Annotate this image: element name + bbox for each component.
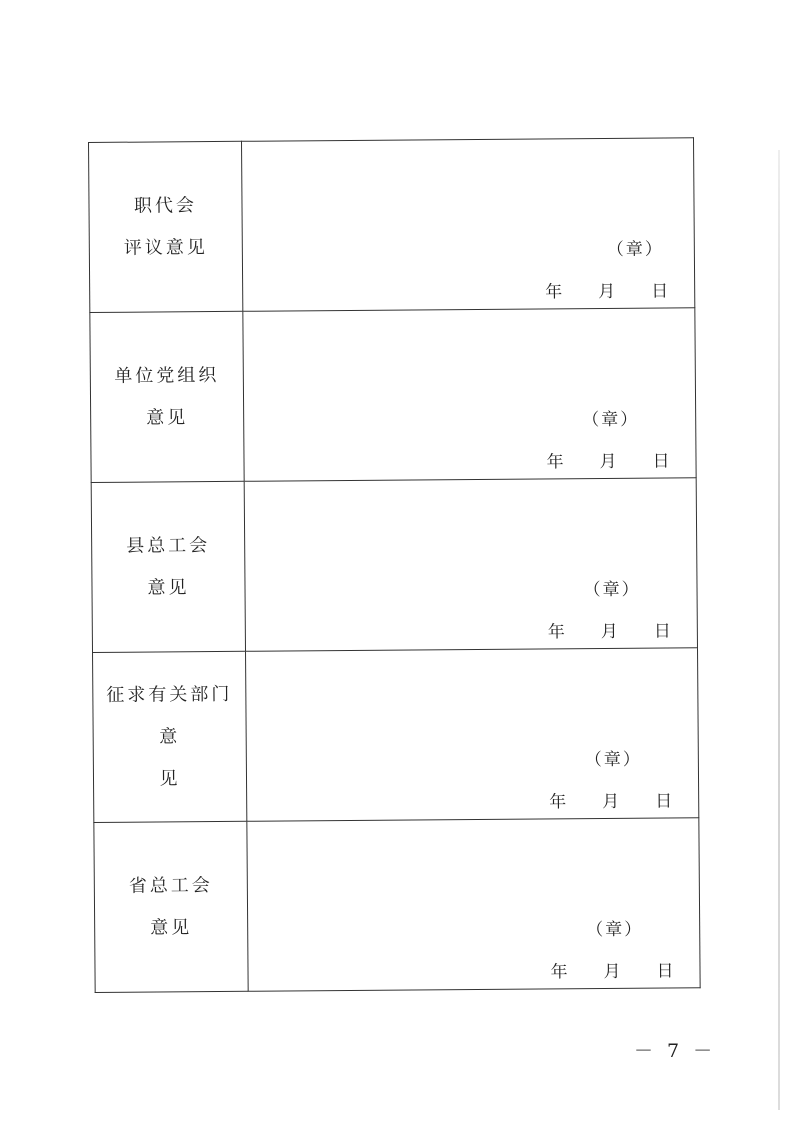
date-month: 月 [598, 281, 616, 302]
opinion-table [88, 137, 701, 993]
date-line [549, 786, 672, 812]
opinion-input-area[interactable] [247, 818, 700, 992]
date-line [546, 446, 669, 472]
row-label-line: 意见 [150, 916, 193, 939]
date-month: 月 [600, 621, 618, 642]
row-label [90, 312, 243, 482]
seal-placeholder: （章） [584, 749, 642, 771]
row-label-line: 单位党组织 [114, 364, 220, 387]
table-row-provincial-union [94, 818, 700, 993]
row-label-cell [94, 821, 248, 992]
date-year: 年 [545, 282, 563, 303]
row-label-cell [89, 141, 243, 312]
scan-edge-shadow [778, 150, 780, 1110]
date-day: 日 [653, 621, 671, 642]
row-label-line: 见 [159, 767, 181, 789]
seal-placeholder: （章） [583, 579, 641, 601]
table-row-county-union [91, 478, 697, 653]
row-label-line: 职代会 [133, 194, 198, 217]
opinion-input-area[interactable] [243, 308, 696, 482]
table-row-party-organization [90, 308, 696, 483]
date-year: 年 [549, 792, 567, 813]
date-month: 月 [602, 791, 620, 812]
opinion-input-area[interactable] [241, 138, 694, 312]
seal-placeholder: （章） [606, 239, 664, 260]
seal-placeholder: （章） [586, 919, 644, 941]
row-label [94, 822, 247, 992]
row-label [93, 652, 246, 822]
table-row-related-departments [93, 648, 699, 823]
opinion-input-area[interactable] [246, 648, 699, 822]
row-label-line: 征求有关部门意 [106, 683, 233, 747]
date-year: 年 [550, 962, 568, 983]
row-label [92, 482, 245, 652]
date-year: 年 [547, 622, 565, 643]
opinion-input-area[interactable] [244, 478, 697, 652]
date-day: 日 [656, 961, 674, 982]
row-label-line: 评议意见 [123, 236, 208, 259]
page-number: － 7 － [634, 1040, 717, 1062]
row-label-line: 意见 [146, 406, 189, 429]
seal-placeholder: （章） [582, 409, 640, 431]
date-line [548, 616, 671, 642]
date-line [545, 276, 668, 302]
row-label-line: 意见 [147, 576, 190, 599]
table-row-workers-congress [89, 138, 695, 313]
row-label-line: 省总工会 [128, 874, 213, 897]
row-label-cell [91, 481, 245, 652]
date-month: 月 [603, 961, 621, 982]
row-label-cell [90, 311, 244, 482]
row-label-line: 县总工会 [126, 534, 211, 557]
date-day: 日 [652, 451, 670, 472]
date-day: 日 [655, 791, 673, 812]
row-label [89, 142, 242, 312]
date-day: 日 [651, 281, 669, 302]
date-line [550, 956, 673, 982]
date-month: 月 [599, 451, 617, 472]
date-year: 年 [546, 452, 564, 473]
row-label-cell [93, 651, 247, 822]
